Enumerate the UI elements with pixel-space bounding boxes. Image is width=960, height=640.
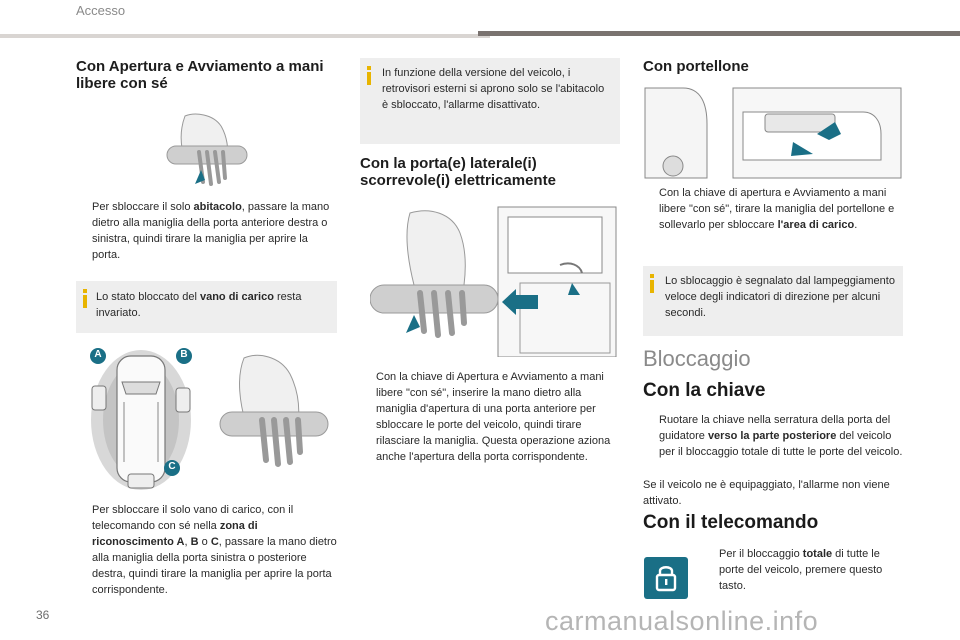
- zone-label-b: B: [180, 349, 188, 360]
- hand-on-handle-illustration-2: [218, 352, 330, 480]
- alarm-note: Se il veicolo ne è equipaggiato, l'allarme non viene attivato.: [643, 479, 890, 507]
- bullet-tailgate: Con la chiave di apertura e Avviamento a mani libere "con sé", tirare la maniglia del portellone e sollevarlo per sbloccare l'area di carico.: [659, 187, 895, 231]
- watermark: carmanualsonline.info: [545, 606, 819, 636]
- subsection-title-key: Con la chiave: [643, 380, 766, 401]
- tailgate-illustration: [643, 84, 903, 180]
- bullet-remote-lock: Per il bloccaggio totale di tutte le porte del veicolo, premere questo tasto.: [719, 548, 883, 592]
- section-header: Accesso: [76, 3, 126, 18]
- info-text: Lo sblocaggio è segnalato dal lampeggiamento veloce degli indicatori di direzione per alcuni secondi.: [665, 275, 895, 319]
- zone-label-a: A: [94, 349, 102, 360]
- sliding-door-illustration: [370, 203, 620, 357]
- bullet-unlock-cabin: Per sbloccare il solo abitacolo, passare la mano dietro alla maniglia della porta anteriore destra o sinistra, quindi tirare la maniglia per aprire la porta.: [92, 201, 330, 261]
- section-title-locking: Bloccaggio: [643, 346, 751, 371]
- subsection-title-remote: Con il telecomando: [643, 512, 819, 533]
- section-title-hands-free: Con Apertura e Avviamento a mani libere con sé: [76, 58, 324, 92]
- recognition-zones-illustration: [84, 342, 198, 494]
- section-title-tailgate: Con portellone: [643, 58, 749, 75]
- bullet-unlock-cargo: Per sbloccare il solo vano di carico, con il telecomando con sé nella zona di riconoscimento A, B o C, passare la mano dietro alla maniglia della porta sinistra o posteriore destra, quindi tirare la maniglia per aprire la porta corrispondente.: [92, 504, 337, 596]
- header-divider: [0, 34, 490, 38]
- info-box-indicators: [643, 266, 903, 336]
- section-title-sliding-doors: Con la porta(e) laterale(i) scorrevole(i) elettricamente: [360, 155, 556, 189]
- bullet-key-lock: Ruotare la chiave nella serratura della porta del guidatore verso la parte posteriore del veicolo per il bloccaggio totale di tutte le porte del veicolo.: [659, 414, 903, 458]
- header-divider-accent: [478, 31, 960, 36]
- info-text: In funzione della versione del veicolo, i retrovisori esterni si aprono solo se l'abitacolo è sbloccato, l'allarme disattivato.: [382, 67, 605, 111]
- zone-label-c: C: [168, 461, 176, 472]
- info-icon: [82, 289, 88, 307]
- info-box-mirrors: [360, 58, 620, 144]
- lock-button-icon: [644, 557, 688, 599]
- bullet-sliding-door: Con la chiave di Apertura e Avviamento a mani libere "con sé", inserire la mano dietro alla maniglia d'apertura di una porta anteriore per sbloccare le porte del veicolo, quindi tirare rilasciare la maniglia. Questa operazione aziona anche l'apertura della porta corrispondente.: [376, 371, 611, 463]
- info-box-cargo: [76, 281, 337, 333]
- info-icon: [366, 66, 372, 84]
- info-text: Lo stato bloccato del vano di carico resta invariato.: [96, 291, 302, 319]
- info-icon: [649, 274, 655, 292]
- page-number: 36: [36, 608, 50, 622]
- hand-on-handle-illustration: [165, 112, 250, 192]
